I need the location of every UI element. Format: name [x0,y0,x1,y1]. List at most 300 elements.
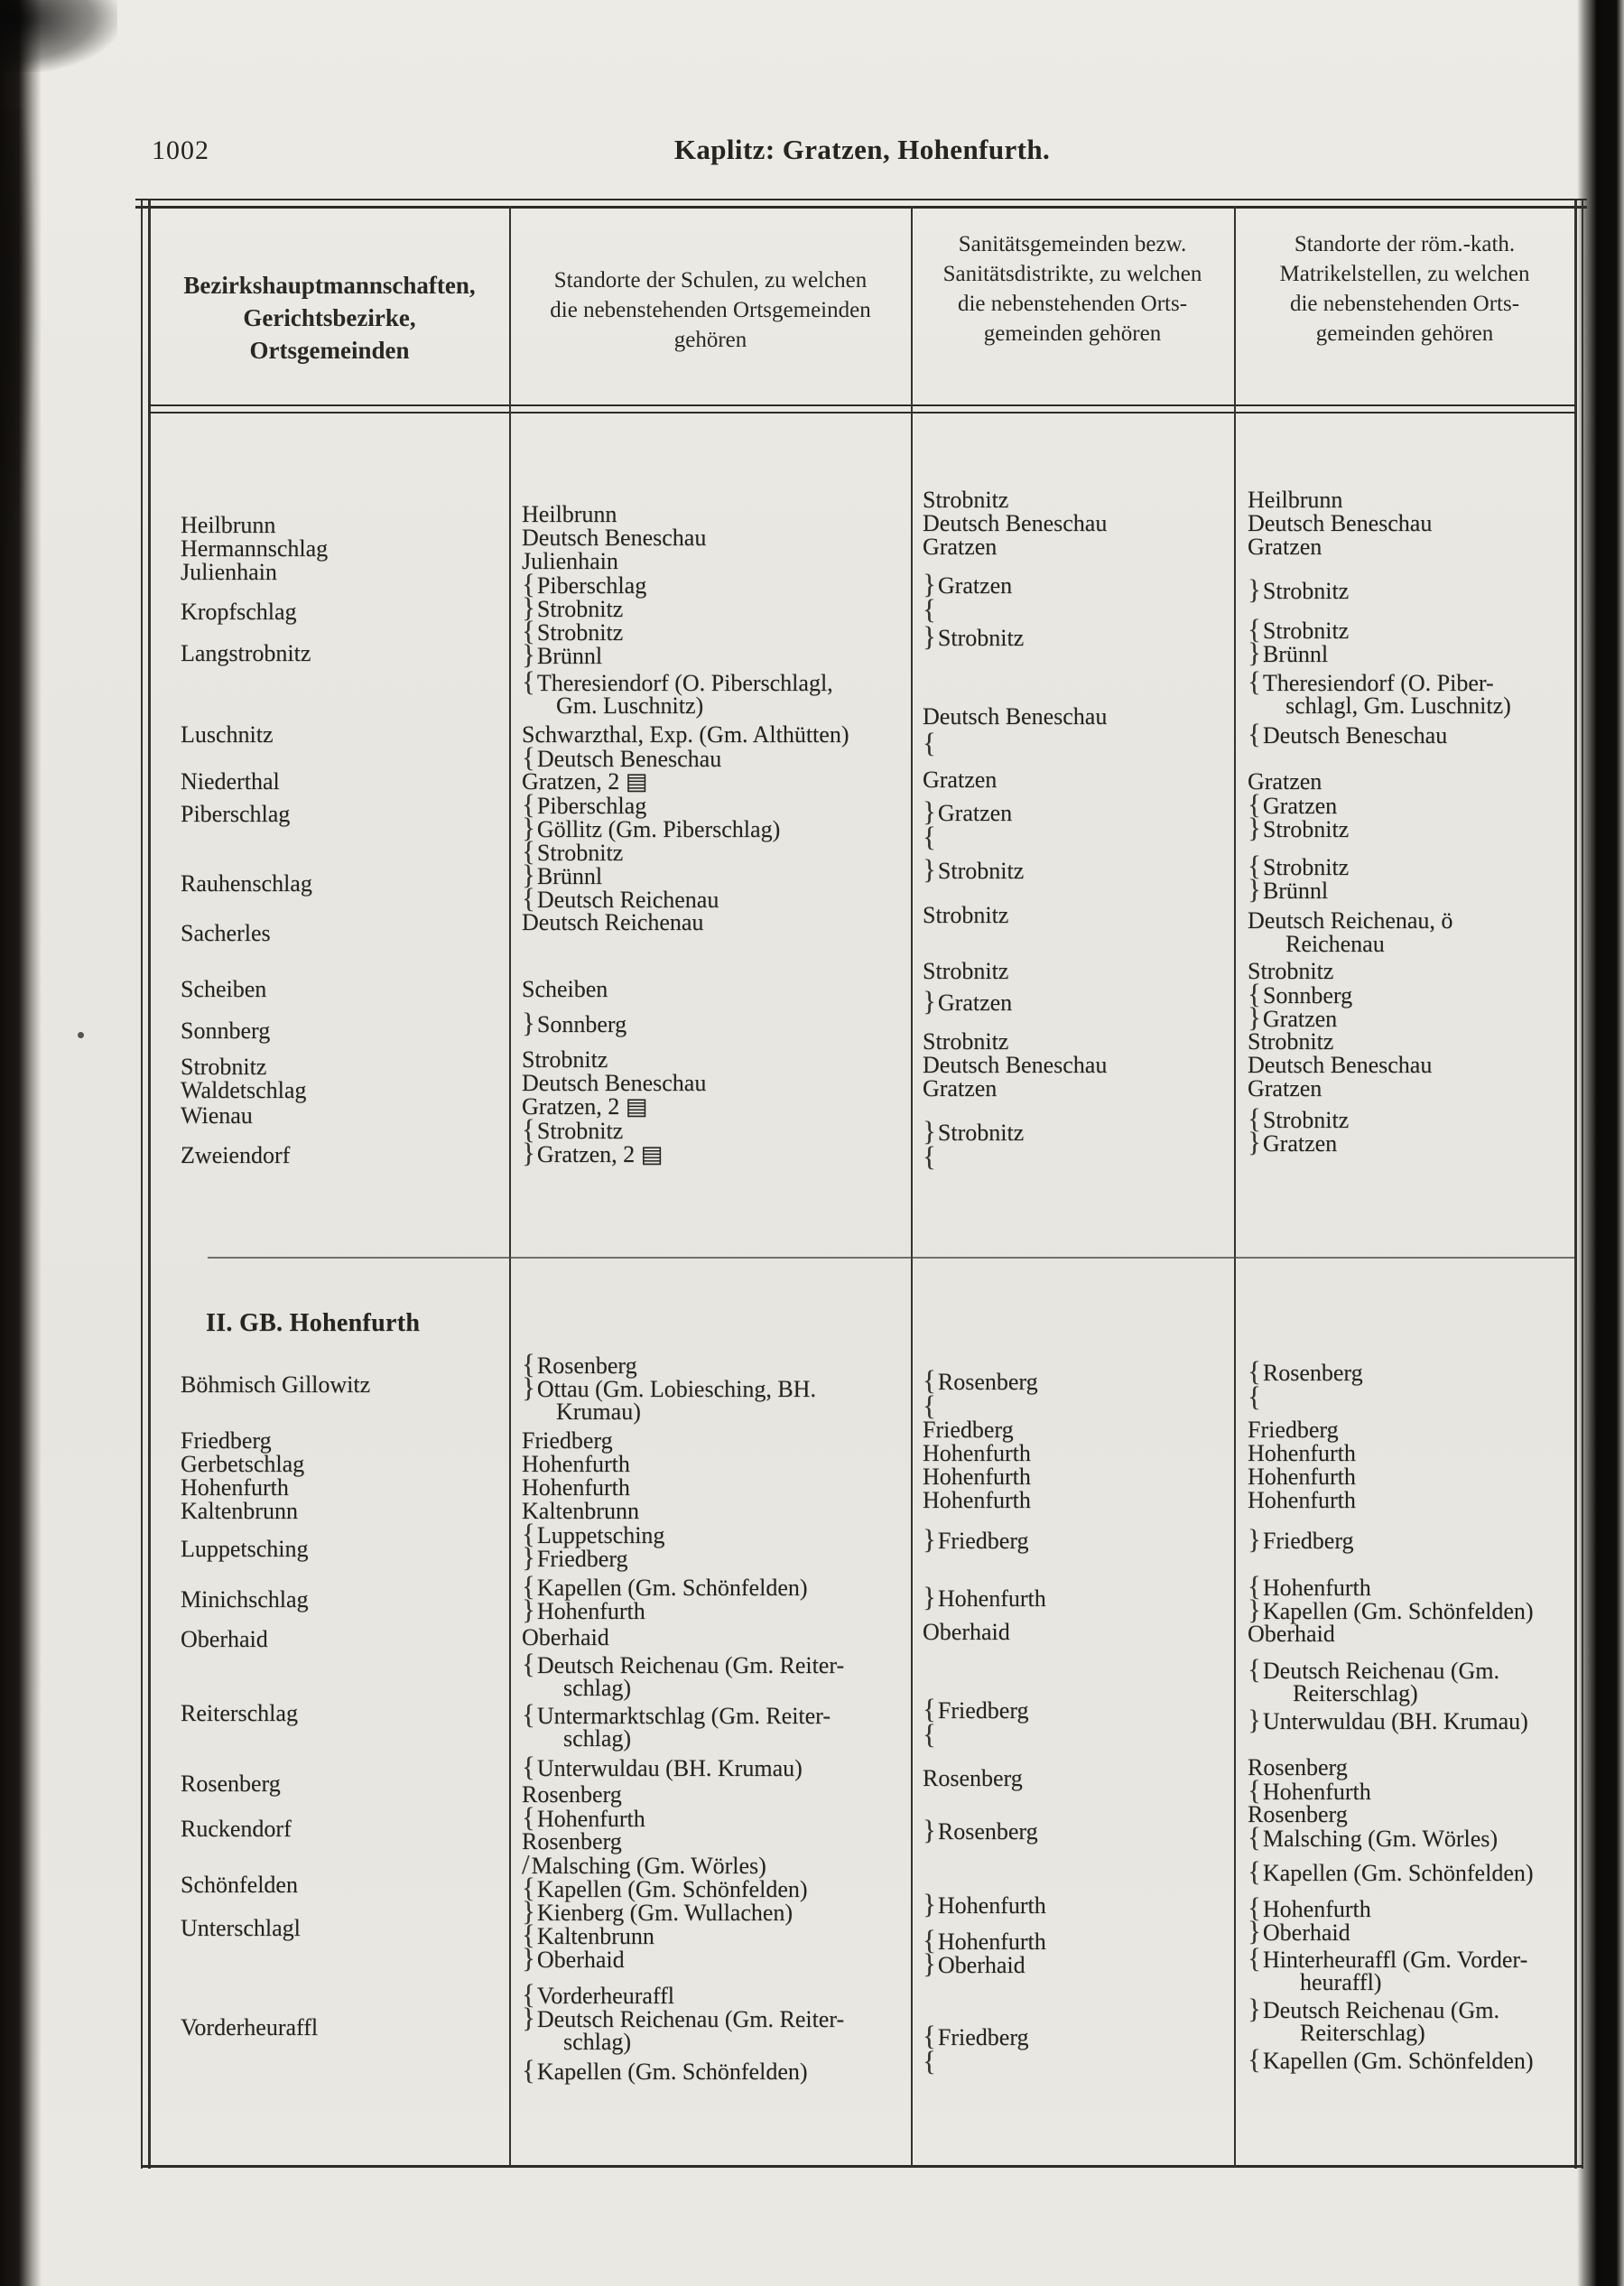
table-text-line [181,769,280,795]
place-name-text: Luppetsching [536,1522,665,1548]
table-text-line [923,853,1025,885]
table-text-line [923,2045,938,2077]
brace-glyph: } [923,1947,936,1979]
place-name-text: Deutsch Beneschau [923,510,1108,536]
place-name-text: Deutsch Beneschau [1262,722,1448,748]
brace-glyph: } [923,568,936,599]
brace-glyph: { [522,665,535,697]
place-name-text: Kapellen (Gm. Schönfelden) [536,1876,808,1902]
place-name-text: Ruckendorf [181,1816,292,1842]
place-name-text: Oberhaid [1262,1919,1350,1946]
brace-glyph: { [1248,1102,1261,1134]
place-name-text: Sonnberg [536,1011,627,1037]
place-name-text: Hohenfurth [1248,1464,1356,1490]
place-name-text: Strobnitz [1262,854,1350,880]
table-text-line [522,525,706,551]
page-number: 1002 [152,135,209,165]
place-name-text: Friedberg [937,1528,1029,1554]
place-name-text: Strobnitz [522,1046,608,1073]
place-name-text: Rosenberg [522,1828,622,1854]
place-name-text: Kropfschlag [181,599,297,625]
table-text-line [181,1055,266,1080]
table-text-line [1248,488,1342,513]
header-line: gemeinden gehören [983,321,1162,346]
place-name-text: Sonnberg [181,1018,271,1044]
place-name-text: Deutsch Reichenau [536,887,719,913]
brace-glyph: { [522,1919,535,1950]
place-name-text: Oberhaid [536,1947,625,1973]
table-text-line [923,1029,1008,1055]
table-text-line [522,1452,630,1477]
brace-glyph: { [522,1698,535,1730]
brace-glyph: } [522,1007,535,1038]
place-name-text: Hohenfurth [937,1892,1046,1919]
header-line: die nebenstehenden Orts- [1289,292,1520,316]
brace-glyph: } [522,591,535,623]
place-name-text: Theresiendorf (O. Piberschlagl, [536,670,833,696]
place-name-text: Rosenberg [536,1352,637,1379]
place-name-text: Hohenfurth [522,1451,630,1477]
place-name-text: Kapellen (Gm. Schönfelden) [536,1575,808,1601]
place-name-text: Rosenberg [1262,1360,1363,1386]
brace-glyph: { [522,615,535,646]
table-text-line [923,903,1008,928]
brace-glyph: } [923,985,936,1017]
table-text-line [1248,1622,1335,1647]
table-text-line [1248,1441,1356,1466]
table-text-line [1248,1942,1528,1974]
place-name-text: Friedberg [536,1546,628,1572]
place-name-text: Oberhaid [181,1626,268,1652]
place-name-text: Strobnitz [923,902,1009,928]
table-text-line [923,727,938,758]
brace-glyph: } [1248,573,1261,605]
place-name-text: Deutsch Beneschau [536,746,722,772]
table-text-line [1248,1380,1263,1412]
place-name-text: Friedberg [522,1427,613,1454]
place-name-text: Strobnitz [923,487,1009,513]
table-text-line [181,871,312,897]
brace-glyph: { [1248,1942,1261,1974]
brace-glyph: } [1248,1993,1261,2024]
place-name-text: Untermarktschlag (Gm. Reiter- [536,1703,831,1729]
header-line: Sanitätsdistrikte, zu welchen [942,262,1202,286]
place-name-text: Kapellen (Gm. Schönfelden) [1262,1860,1534,1886]
brace-glyph: { [522,882,535,914]
table-text-line [563,1726,631,1752]
place-name-text: Deutsch Beneschau [1248,1052,1433,1078]
brace-glyph: { [923,1364,936,1396]
table-text-line [923,1581,1046,1612]
place-name-text: II. GB. Hohenfurth [206,1309,421,1337]
table-text-line [522,1570,808,1602]
table-text-line [181,1872,298,1898]
place-name-text: Rauhenschlag [181,870,312,897]
place-name-text: Malsching (Gm. Wörles) [1262,1826,1499,1852]
brace-glyph: { [923,727,936,758]
header-line: gemeinden gehören [1315,321,1494,346]
place-name-text: Strobnitz [536,596,624,622]
place-name-text: Strobnitz [923,958,1009,984]
place-name-text: Friedberg [937,1697,1029,1724]
table-text-line [522,1829,622,1854]
table-text-line [522,615,624,646]
place-name-text: Brünnl [536,643,603,669]
brace-glyph: } [522,1594,535,1625]
place-name-text: Piberschlag [536,793,647,819]
table-text-line [181,1916,301,1941]
place-name-text: Rosenberg [522,1781,622,1807]
brace-glyph: { [1248,1653,1261,1685]
table-text-line [1248,534,1322,560]
brace-glyph: { [1248,1380,1261,1412]
brace-glyph: { [1248,978,1261,1009]
place-name-text: Friedberg [923,1417,1014,1443]
place-name-text: Hinterheuraffl (Gm. Vorder- [1262,1947,1528,1973]
table-text-line [181,1771,281,1797]
place-name-text: Zweiendorf [181,1142,291,1168]
brace-glyph: { [923,2045,936,2077]
brace-glyph: } [923,853,936,885]
brace-glyph: } [1248,1001,1261,1033]
place-name-text: Hohenfurth [1262,1896,1371,1922]
table-text-line [1285,932,1385,957]
place-name-text: Hohenfurth [1248,1487,1356,1513]
brace-glyph: { [522,1801,535,1833]
place-name-text: Gratzen [1248,534,1322,560]
table-text-line [181,1475,289,1501]
brace-glyph: } [522,812,535,843]
table-text-line [181,1078,306,1103]
place-name-text: Gratzen [1262,1130,1338,1157]
brace-glyph: } [923,1888,936,1919]
place-name-text: Gratzen [923,534,998,560]
place-name-text: Schönfelden [181,1872,298,1898]
place-name-text: Deutsch Reichenau (Gm. Reiter- [536,1652,845,1678]
table-text-line [181,1499,298,1524]
place-name-text: Göllitz (Gm. Piberschlag) [536,816,781,842]
table-text-line [522,1428,613,1454]
table-text-line [923,1888,1046,1919]
table-text-line [181,1428,272,1454]
table-text-line [1248,1053,1432,1078]
brace-glyph: { [522,1113,535,1145]
brace-glyph: } [923,1814,936,1845]
table-text-line [1248,573,1350,605]
place-name-text: Theresiendorf (O. Piber- [1262,670,1494,696]
table-text-line [522,812,781,843]
brace-glyph: } [1248,812,1261,843]
place-name-text: Kapellen (Gm. Schönfelden) [1262,2048,1534,2074]
table-text-line [206,1311,420,1336]
brace-glyph: { [1248,1855,1261,1887]
place-name-text: Deutsch Beneschau [522,1070,707,1096]
place-name-text: Sacherles [181,920,271,946]
table-text-line [1248,1076,1322,1101]
place-name-text: Gratzen, 2 ▤ [522,1093,648,1120]
place-name-text: Deutsch Beneschau [923,703,1108,729]
table-text-line [522,2054,808,2086]
brace-glyph: } [923,795,936,827]
table-text-line [522,1007,627,1038]
place-name-text: Oberhaid [923,1619,1010,1645]
place-name-text: Hermannschlag [181,535,329,562]
place-name-text: Hohenfurth [923,1487,1031,1513]
brace-glyph: { [522,1648,535,1679]
table-text-line [1248,718,1448,749]
table-text-line [1248,908,1452,934]
place-name-text: Gratzen, 2 ▤ [536,1141,664,1167]
table-text-line [923,1814,1038,1845]
table-text-line [1248,1126,1338,1157]
brace-glyph: } [1248,637,1261,668]
place-name-text: Luppetsching [181,1536,309,1562]
place-name-text: Minichschlag [181,1586,309,1612]
table-text-line [1248,1417,1339,1443]
table-text-line [923,620,1025,652]
table-text-line [923,1441,1031,1466]
place-name-text: Brünnl [536,863,603,889]
table-text-line [522,1475,630,1501]
table-text-line [923,1924,1046,1956]
place-name-text: Kapellen (Gm. Schönfelden) [1262,1598,1534,1624]
place-name-text: Unterwuldau (BH. Krumau) [536,1755,803,1781]
table-text-line [181,641,311,666]
place-name-text: Kaltenbrunn [536,1923,654,1949]
header-line: die nebenstehenden Ortsgemeinden [550,298,871,322]
place-name-text: Piberschlag [181,801,291,827]
place-name-text: Gratzen [1248,1075,1322,1101]
place-name-text: Hohenfurth [923,1440,1031,1466]
brace-glyph: { [1248,718,1261,749]
brace-glyph: { [522,1751,535,1782]
table-text-line [522,1942,625,1974]
place-name-text: Rosenberg [1248,1801,1348,1827]
place-name-text: Gratzen [1262,793,1338,819]
place-name-text: Reiterschlag [181,1700,298,1726]
brace-glyph: } [1248,1126,1261,1157]
table-text-line [181,2015,318,2040]
brace-glyph: { [522,741,535,773]
table-text-line [522,722,849,748]
place-name-text: Gratzen [1248,768,1322,795]
table-text-line [522,1872,808,1903]
header-line: Ortsgemeinden [249,337,410,364]
table-text-line [1293,1681,1418,1706]
place-name-text: Gerbetschlag [181,1451,305,1477]
table-text-line [1248,850,1350,881]
place-name-text: Böhmisch Gillowitz [181,1371,371,1398]
table-text-line [923,488,1008,513]
brace-glyph: } [1248,1704,1261,1735]
table-text-line [181,536,328,562]
brace-glyph: } [923,1581,936,1612]
brace-glyph: } [923,1523,936,1555]
place-name-text: Gratzen [937,990,1013,1016]
place-name-text: Strobnitz [923,1028,1009,1055]
table-text-line [1248,978,1353,1009]
place-name-text: Strobnitz [536,840,624,866]
table-text-line [923,1364,1038,1396]
table-text-line [923,1947,1025,1979]
table-text-line [522,1137,664,1168]
brace-glyph: } [923,1115,936,1147]
table-text-line [522,502,617,527]
place-name-text: Deutsch Reichenau (Gm. Reiter- [536,2006,845,2032]
place-name-text: Sonnberg [1262,982,1353,1008]
table-text-line [923,1523,1029,1555]
table-text-line [181,1143,290,1168]
brace-glyph: { [522,1872,535,1903]
place-name-text: Scheiben [522,976,608,1002]
place-name-text: Kaltenbrunn [522,1498,639,1524]
place-name-text: Ottau (Gm. Lobiesching, BH. [536,1376,816,1402]
place-name-text: Vorderheuraffl [536,1983,674,2009]
table-text-line [1248,1855,1534,1887]
brace-glyph: { [522,788,535,820]
place-name-text: Heilbrunn [522,501,617,527]
table-text-line [1248,511,1432,536]
place-name-text: Strobnitz [1262,578,1350,604]
place-name-text: Friedberg [937,2024,1029,2050]
table-text-line [1248,1029,1333,1055]
table-text-line [522,1071,706,1096]
table-text-line [181,1103,253,1129]
brace-glyph: { [1248,613,1261,645]
table-text-line [181,1018,270,1044]
place-name-text: Friedberg [1248,1417,1339,1443]
brace-glyph: { [1248,1355,1261,1387]
table-text-line [181,921,271,946]
table-text-line [522,769,647,795]
table-text-line [923,534,997,560]
place-name-text: Deutsch Reichenau [522,909,704,935]
brace-glyph: { [1248,1570,1261,1602]
table-text-line [1248,1802,1348,1827]
place-name-text: Deutsch Reichenau, ö [1248,907,1453,934]
brace-glyph: } [923,620,936,652]
place-name-text: Hohenfurth [1248,1440,1356,1466]
place-name-text: Rosenberg [937,1818,1038,1845]
place-name-text: Strobnitz [937,625,1025,651]
place-name-text: Kienberg (Gm. Wullachen) [536,1900,793,1926]
place-name-text: Hohenfurth [1262,1575,1371,1601]
table-text-line [1300,2021,1425,2046]
place-name-text: Scheiben [181,976,267,1002]
table-text-line [522,910,703,935]
table-text-line [522,549,618,574]
brace-glyph: / [522,1848,530,1880]
brace-glyph: { [522,1570,535,1602]
table-text-line [1248,873,1329,905]
header-line: Gerichtsbezirke, [243,304,416,331]
place-name-text: Unterwuldau (BH. Krumau) [1262,1708,1528,1734]
place-name-text: Piberschlag [536,572,647,599]
place-name-text: Gm. Luschnitz) [556,692,704,719]
brace-glyph: } [522,1895,535,1927]
table-text-line [1248,1891,1371,1923]
table-text-line [1285,693,1511,719]
place-name-text: Oberhaid [937,1952,1025,1978]
table-text-line [923,767,997,793]
table-text-line [1248,613,1350,645]
table-text-line [1248,1102,1350,1134]
place-name-text: Reiterschlag) [1293,1680,1418,1706]
table-text-line [1248,1915,1350,1947]
table-text-line [522,788,647,820]
brace-glyph: } [522,1371,535,1403]
table-text-line [522,1848,766,1880]
place-name-text: Gratzen [937,800,1013,826]
place-name-text: Rosenberg [937,1369,1038,1395]
brace-glyph: { [1248,1774,1261,1806]
place-name-text: Hohenfurth [937,1585,1046,1612]
place-name-text: schlag) [563,1675,632,1701]
place-name-text: Reiterschlag) [1300,2020,1425,2046]
brace-glyph: { [923,1924,936,1956]
table-text-line [1248,1355,1363,1387]
table-text-line [556,1399,641,1425]
place-name-text: Gratzen [937,572,1013,599]
table-text-line [522,1094,647,1120]
table-text-line [522,977,608,1002]
place-name-text: Brünnl [1262,878,1329,904]
place-name-text: heuraffl) [1300,1969,1382,1995]
place-name-text: Gratzen, 2 ▤ [522,768,648,795]
table-text-line [923,821,938,852]
place-name-text: Strobnitz [1262,816,1350,842]
place-name-text: Kaltenbrunn [181,1498,298,1524]
table-text-line [1248,1488,1356,1513]
place-name-text: Rosenberg [1248,1754,1348,1780]
table-text-line [1300,1970,1381,1995]
table-text-line [522,835,624,867]
brace-glyph: } [1248,1915,1261,1947]
brace-glyph: } [522,1137,535,1168]
table-text-line [181,977,266,1002]
brace-glyph: } [1248,873,1261,905]
place-name-text: Hohenfurth [181,1474,289,1501]
table-text-line [923,1488,1031,1513]
place-name-text: Strobnitz [536,1118,624,1144]
place-name-text: Vorderheuraffl [181,2014,319,2040]
brace-glyph: { [923,1718,936,1750]
table-text-line [923,1140,938,1172]
table-text-line [923,511,1107,536]
place-name-text: Heilbrunn [181,512,276,538]
table-text-line [556,693,703,719]
place-name-text: Hohenfurth [1262,1779,1371,1805]
table-text-line [181,1587,309,1612]
header-line: Standorte der Schulen, zu welchen [553,268,868,293]
table-text-line [522,1895,793,1927]
place-name-text: Hohenfurth [923,1464,1031,1490]
place-name-text: Julienhain [522,548,618,574]
place-name-text: Langstrobnitz [181,640,311,666]
table-text-line [522,568,647,599]
brace-glyph: { [923,821,936,852]
table-text-line [522,1782,622,1807]
place-name-text: Luschnitz [181,721,274,748]
header-line: Sanitätsgemeinden bezw. [958,232,1187,256]
place-name-text: Hohenfurth [536,1598,645,1624]
table-text-line [923,1417,1014,1443]
table-text-line [522,1978,674,2010]
place-name-text: Heilbrunn [1248,487,1343,513]
place-name-text: Deutsch Reichenau (Gm. [1262,1658,1499,1684]
place-name-text: Strobnitz [1262,618,1350,644]
table-text-line [181,560,277,585]
